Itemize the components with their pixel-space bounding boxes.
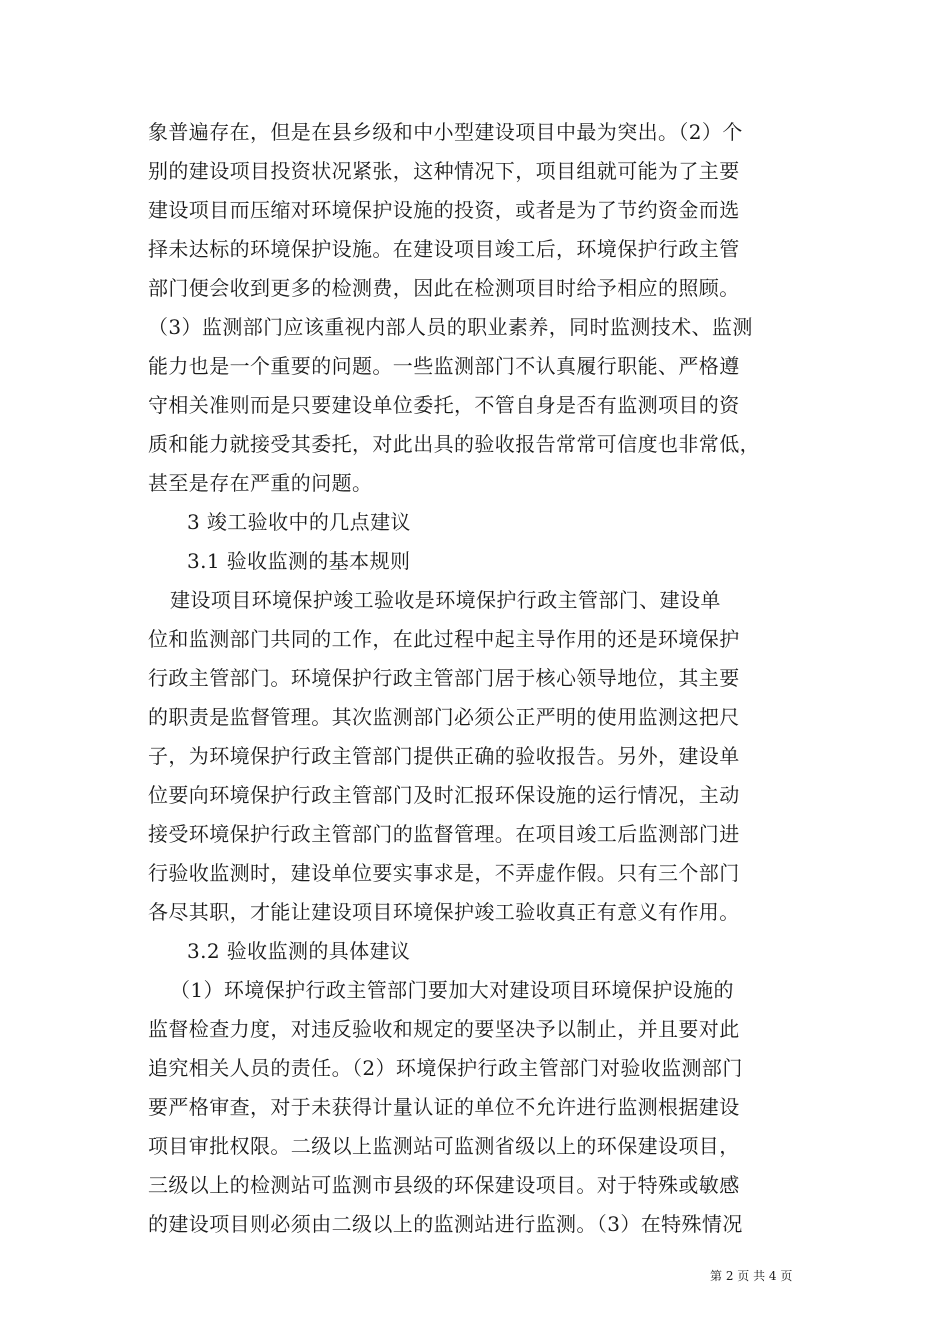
paragraph-line: 项目审批权限。二级以上监测站可监测省级以上的环保建设项目，: [148, 1134, 740, 1158]
paragraph-line: 监督检查力度，对违反验收和规定的要坚决予以制止，并且要对此: [148, 1017, 740, 1041]
paragraph-line: 质和能力就接受其委托，对此出具的验收报告常常可信度也非常低，: [148, 432, 760, 456]
paragraph-line: 追究相关人员的责任。（2）环境保护行政主管部门对验收监测部门: [148, 1056, 743, 1080]
paragraph-line: 各尽其职，才能让建设项目环境保护竣工验收真正有意义有作用。: [148, 900, 740, 924]
paragraph-line: 甚至是存在严重的问题。: [148, 471, 373, 495]
section-heading: 3 竣工验收中的几点建议: [187, 510, 411, 534]
paragraph-line: 象普遍存在，但是在县乡级和中小型建设项目中最为突出。（2）个: [148, 120, 743, 144]
paragraph-line: 位要向环境保护行政主管部门及时汇报环保设施的运行情况，主动: [148, 783, 740, 807]
paragraph-line: 部门便会收到更多的检测费，因此在检测项目时给予相应的照顾。: [148, 276, 740, 300]
paragraph-line: 子，为环境保护行政主管部门提供正确的验收报告。另外，建设单: [148, 744, 740, 768]
paragraph-line: 别的建设项目投资状况紧张，这种情况下，项目组就可能为了主要: [148, 159, 740, 183]
paragraph-line: 建设项目环境保护竣工验收是环境保护行政主管部门、建设单: [170, 588, 721, 612]
paragraph-line: 建设项目而压缩对环境保护设施的投资，或者是为了节约资金而选: [148, 198, 740, 222]
paragraph-line: （1）环境保护行政主管部门要加大对建设项目环境保护设施的: [170, 978, 734, 1002]
paragraph-line: 接受环境保护行政主管部门的监督管理。在项目竣工后监测部门进: [148, 822, 740, 846]
paragraph-line: 择未达标的环境保护设施。在建设项目竣工后，环境保护行政主管: [148, 237, 740, 261]
paragraph-line: 行验收监测时，建设单位要实事求是，不弄虚作假。只有三个部门: [148, 861, 740, 885]
paragraph-line: 能力也是一个重要的问题。一些监测部门不认真履行职能、严格遵: [148, 354, 740, 378]
subsection-heading: 3.2 验收监测的具体建议: [187, 939, 411, 963]
paragraph-line: 行政主管部门。环境保护行政主管部门居于核心领导地位，其主要: [148, 666, 740, 690]
paragraph-line: 的职责是监督管理。其次监测部门必须公正严明的使用监测这把尺: [148, 705, 740, 729]
paragraph-line: 守相关准则而是只要建设单位委托，不管自身是否有监测项目的资: [148, 393, 740, 417]
paragraph-line: 的建设项目则必须由二级以上的监测站进行监测。（3）在特殊情况: [148, 1212, 743, 1236]
paragraph-line: （3）监测部门应该重视内部人员的职业素养，同时监测技术、监测: [148, 315, 753, 339]
paragraph-line: 要严格审查，对于未获得计量认证的单位不允许进行监测根据建设: [148, 1095, 740, 1119]
subsection-heading: 3.1 验收监测的基本规则: [187, 549, 411, 573]
paragraph-line: 位和监测部门共同的工作，在此过程中起主导作用的还是环境保护: [148, 627, 740, 651]
paragraph-line: 三级以上的检测站可监测市县级的环保建设项目。对于特殊或敏感: [148, 1173, 740, 1197]
page-number-footer: 第 2 页 共 4 页: [710, 1269, 793, 1283]
